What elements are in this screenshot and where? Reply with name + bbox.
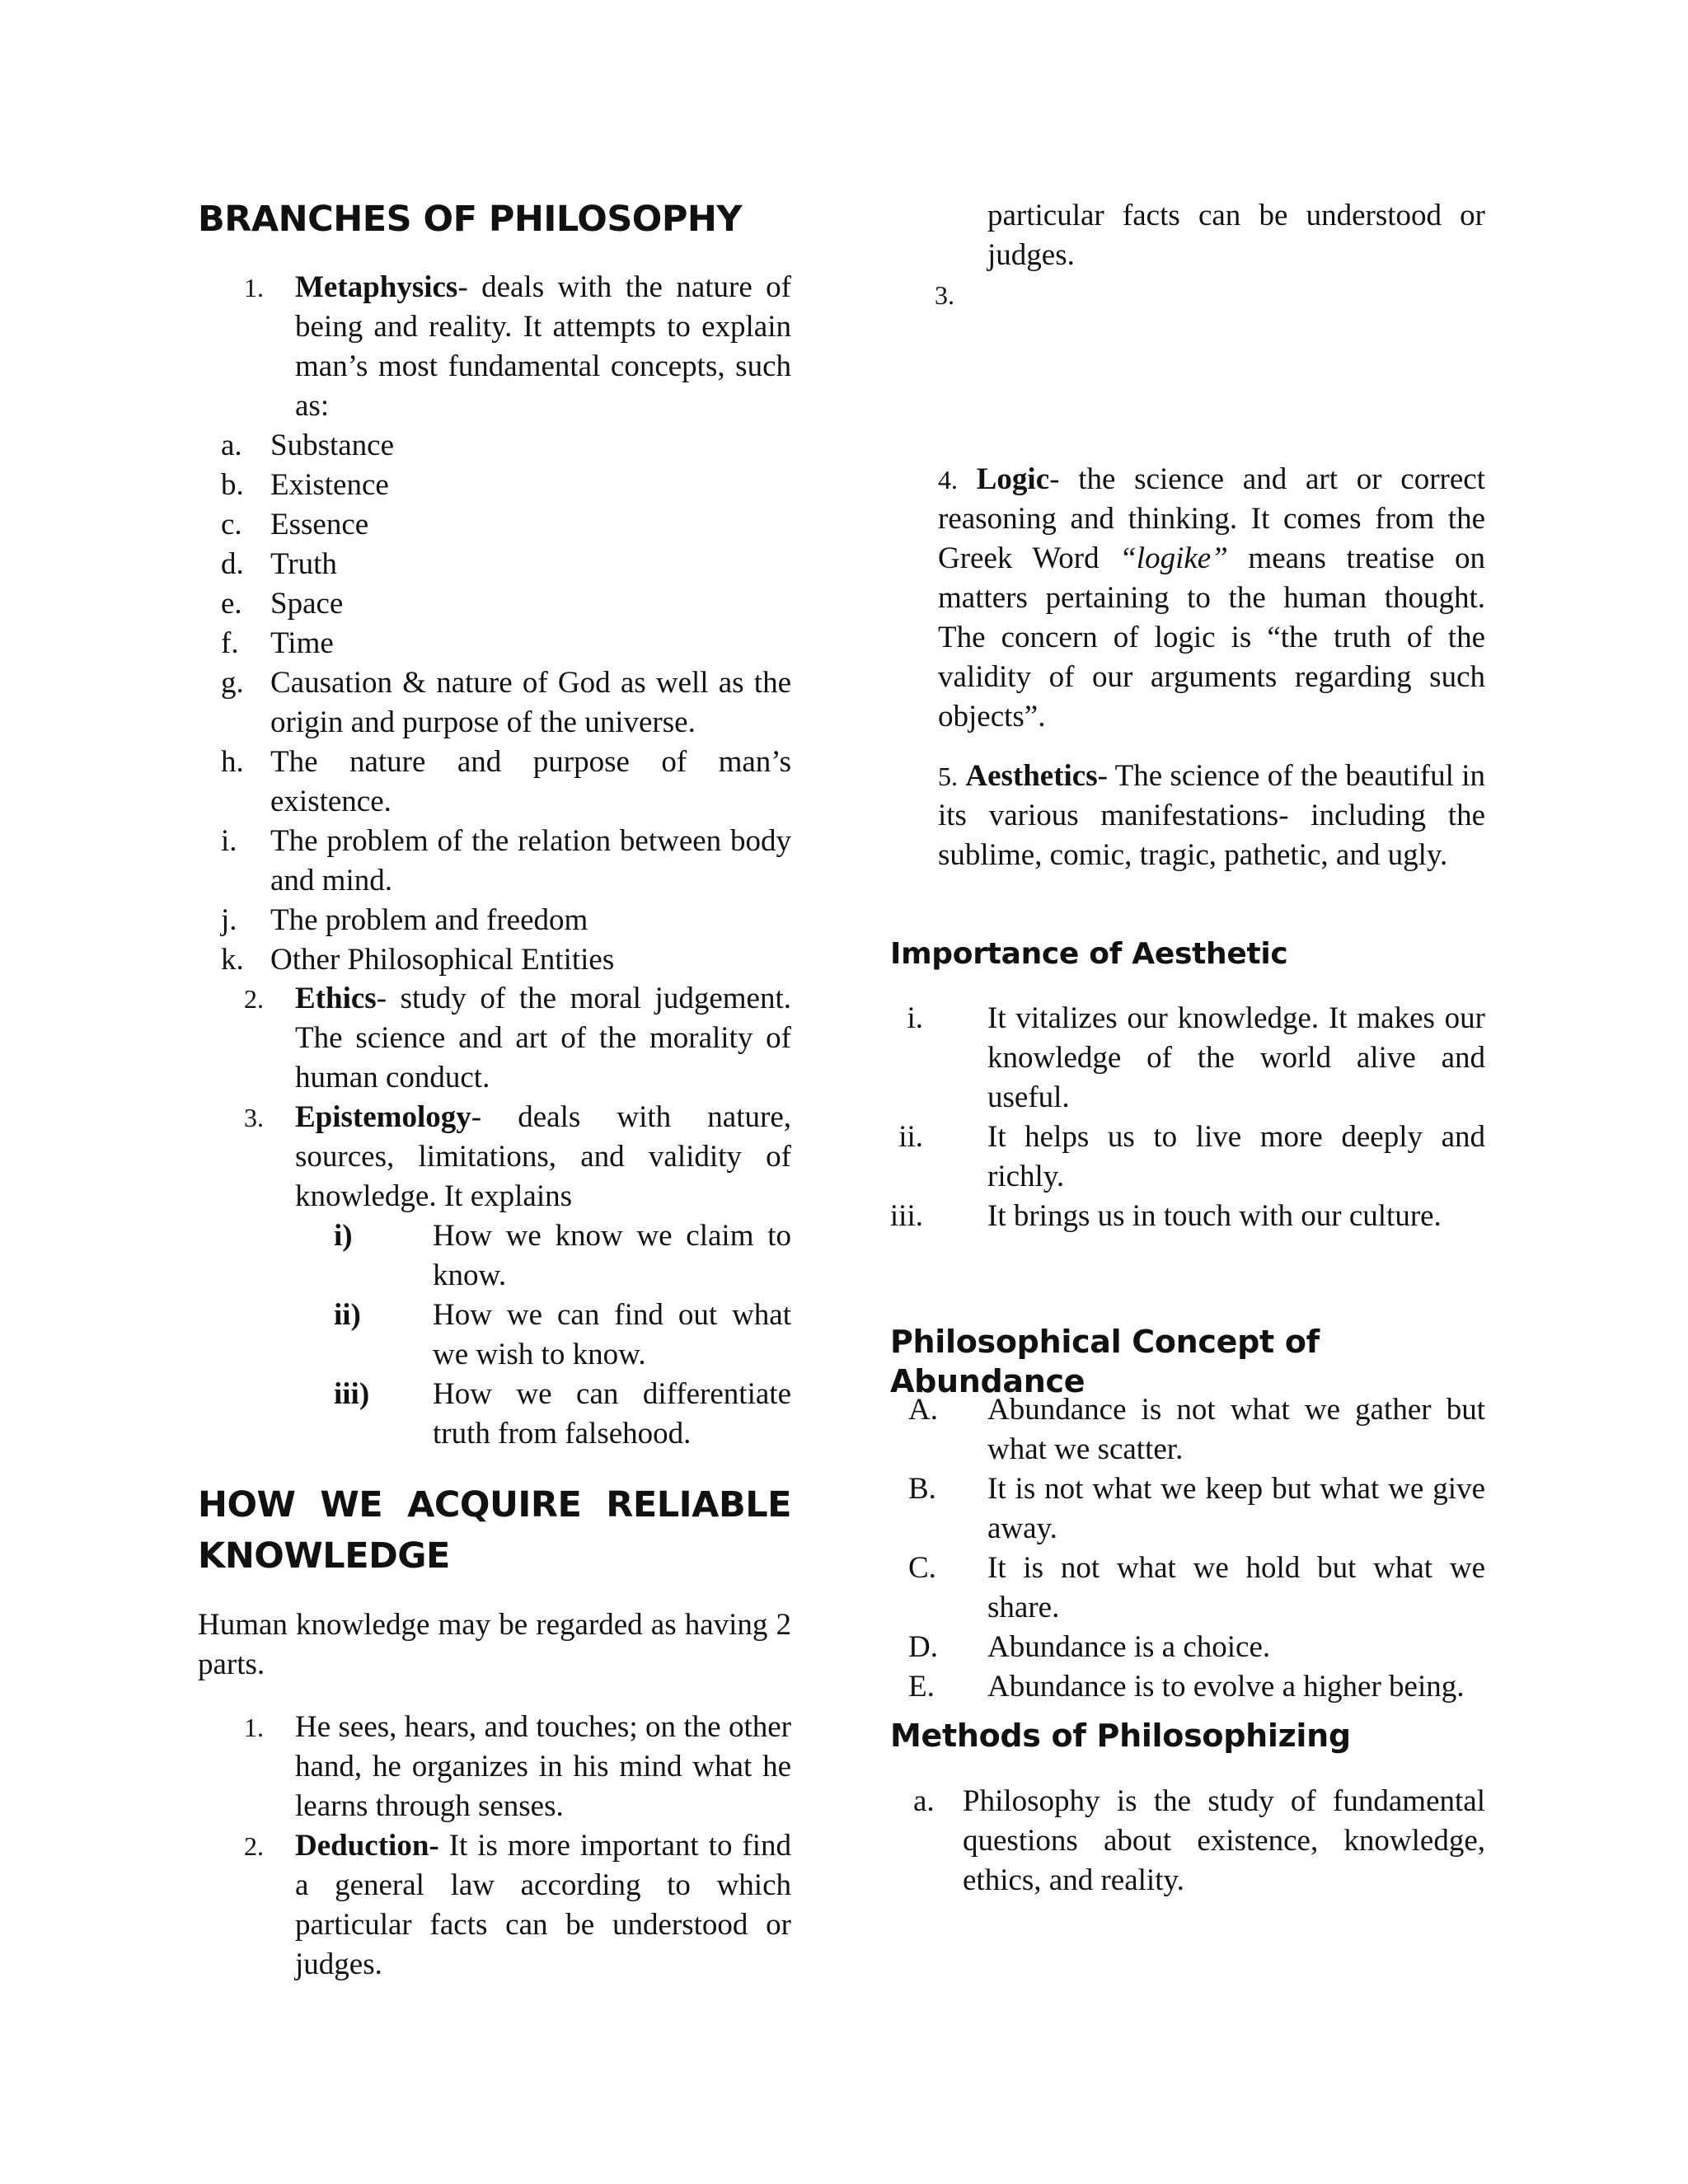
list-text bbox=[295, 1708, 791, 1826]
list-text: Causation & nature of God as well as the origin and purpose of the universe. bbox=[270, 666, 791, 739]
list-text: How we can find out what we wish to know. bbox=[433, 1298, 791, 1371]
list-marker: j. bbox=[221, 903, 237, 937]
explains-list bbox=[198, 1216, 791, 1454]
list-text: Philosophy is the study of fundamental questions about existence, knowledge, ethics, and reality. bbox=[963, 1784, 1485, 1897]
list-item bbox=[890, 1782, 1485, 1900]
list-item bbox=[198, 822, 791, 901]
list-marker: b. bbox=[221, 468, 244, 502]
list-text: It vitalizes our knowledge. It makes our knowledge of the world alive and useful. bbox=[987, 1001, 1485, 1114]
list-text: The nature and purpose of man’s existence. bbox=[270, 745, 791, 818]
list-item bbox=[198, 466, 791, 505]
aesthetics-number: 5. bbox=[938, 762, 958, 791]
list-marker: h. bbox=[221, 745, 244, 779]
logic-greek-word: “logike” bbox=[1119, 541, 1228, 575]
list-text: It is not what we keep but what we give away. bbox=[987, 1472, 1485, 1545]
knowledge-intro: Human knowledge may be regarded as having 2 parts. bbox=[198, 1608, 791, 1681]
list-marker: E. bbox=[908, 1670, 935, 1704]
list-text: Existence bbox=[270, 468, 389, 502]
list-item bbox=[198, 1826, 791, 1981]
branch-description: - study of the moral judgement. The science and art of the morality of human conduct. bbox=[295, 982, 791, 1094]
importance-list bbox=[890, 999, 1485, 1236]
branches-title: BRANCHES OF PHILOSOPHY bbox=[198, 199, 742, 240]
branch-text bbox=[295, 1098, 791, 1216]
list-marker: i. bbox=[221, 824, 237, 858]
part-description: It is more important to find a general law according to which particular facts can be understood or judges. bbox=[295, 1829, 791, 1981]
list-marker: c. bbox=[221, 508, 242, 541]
list-text: Substance bbox=[270, 429, 395, 462]
branch-text bbox=[295, 979, 791, 1098]
list-marker: e. bbox=[221, 587, 242, 621]
part-term: Deduction- bbox=[295, 1829, 439, 1863]
concept-list bbox=[198, 426, 791, 980]
list-item bbox=[890, 1118, 1485, 1197]
abundance-heading: Philosophical Concept of Abundance bbox=[890, 1324, 1320, 1399]
list-marker: B. bbox=[908, 1472, 936, 1506]
list-item bbox=[198, 940, 791, 980]
list-item bbox=[198, 505, 791, 545]
list-text: Space bbox=[270, 587, 344, 621]
branch-term: Epistemology bbox=[295, 1100, 471, 1134]
list-item bbox=[890, 1549, 1485, 1628]
list-text: Other Philosophical Entities bbox=[270, 943, 615, 977]
list-item bbox=[198, 426, 791, 466]
list-text bbox=[295, 1826, 791, 1985]
list-text: It is not what we hold but what we share. bbox=[987, 1551, 1485, 1624]
list-item bbox=[198, 1375, 791, 1454]
list-text: Abundance is a choice. bbox=[987, 1630, 1271, 1664]
list-item bbox=[198, 1216, 791, 1296]
list-marker: C. bbox=[908, 1551, 936, 1585]
list-item bbox=[198, 663, 791, 743]
branch-number: 1. bbox=[244, 273, 264, 302]
list-marker: i) bbox=[334, 1219, 353, 1253]
branch-description: - deals with the nature of being and reality. It attempts to explain man’s most fundamental concepts, such as: bbox=[295, 270, 791, 423]
list-marker: i. bbox=[907, 1001, 923, 1035]
list-text: Abundance is to evolve a higher being. bbox=[987, 1670, 1465, 1704]
list-item bbox=[890, 999, 1485, 1118]
aesthetics-term: Aesthetics bbox=[965, 759, 1098, 793]
list-marker: 1. bbox=[244, 1713, 264, 1742]
list-marker: A. bbox=[908, 1393, 938, 1427]
list-item bbox=[890, 1667, 1485, 1707]
list-marker: D. bbox=[908, 1630, 938, 1664]
branch-ethics bbox=[198, 979, 791, 1098]
list-marker: a. bbox=[913, 1784, 935, 1818]
acquire-title-line2: KNOWLEDGE bbox=[198, 1535, 450, 1577]
branch-term: Ethics bbox=[295, 982, 377, 1015]
list-item bbox=[890, 1628, 1485, 1667]
list-text: How we can differentiate truth from falsehood. bbox=[433, 1377, 791, 1451]
list-marker: f. bbox=[221, 626, 239, 660]
list-marker: 2. bbox=[244, 1831, 264, 1861]
list-item bbox=[198, 624, 791, 663]
aesthetics-description: - The science of the beautiful in its various manifestations- including the sublime, comic, tragic, pathetic, and ugly. bbox=[938, 759, 1486, 872]
list-item bbox=[198, 1296, 791, 1375]
list-item bbox=[198, 743, 791, 822]
list-item bbox=[890, 1469, 1485, 1549]
branch-epistemology bbox=[198, 1098, 791, 1216]
methods-list bbox=[890, 1782, 1485, 1900]
branch-number: 2. bbox=[244, 984, 264, 1014]
empty-item-number: 3. bbox=[935, 280, 954, 310]
logic-term: Logic bbox=[976, 462, 1050, 496]
branch-term: Metaphysics bbox=[295, 270, 458, 304]
list-text: Truth bbox=[270, 547, 337, 581]
list-marker: a. bbox=[221, 429, 242, 462]
list-item bbox=[890, 1197, 1485, 1236]
branch-text bbox=[295, 268, 791, 426]
list-marker: ii. bbox=[898, 1120, 923, 1154]
branch-metaphysics bbox=[198, 268, 791, 426]
list-text: Abundance is not what we gather but what we scatter. bbox=[987, 1393, 1485, 1466]
logic-paragraph bbox=[938, 460, 1485, 737]
list-marker: g. bbox=[221, 666, 244, 700]
list-item bbox=[198, 584, 791, 624]
list-text: It helps us to live more deeply and richly. bbox=[987, 1120, 1485, 1193]
list-text: It brings us in touch with our culture. bbox=[987, 1199, 1442, 1233]
list-item bbox=[198, 545, 791, 584]
list-marker: iii) bbox=[334, 1377, 370, 1411]
logic-text-a: - the science and art or correct reasoning and thinking. It comes from the Greek Word bbox=[938, 462, 1485, 575]
list-item bbox=[890, 1390, 1485, 1469]
continued-line-1: particular facts can be understood or bbox=[987, 199, 1485, 232]
list-marker: ii) bbox=[334, 1298, 361, 1332]
list-text: How we know we claim to know. bbox=[433, 1219, 791, 1292]
aesthetics-paragraph bbox=[938, 757, 1485, 875]
list-marker: d. bbox=[221, 547, 244, 581]
logic-number: 4. bbox=[938, 465, 958, 494]
list-text: The problem and freedom bbox=[270, 903, 588, 937]
list-item bbox=[198, 1708, 791, 1826]
list-marker: iii. bbox=[889, 1199, 923, 1233]
list-text: Essence bbox=[270, 508, 369, 541]
logic-text-b: means treatise on matters pertaining to the human thought. The concern of logic is “the truth of the validity of our arguments regarding such objects”. bbox=[938, 541, 1485, 733]
branch-number: 3. bbox=[244, 1103, 264, 1132]
parts-list bbox=[198, 1708, 791, 1981]
branch-description: - deals with nature, sources, limitations, and validity of knowledge. It explains bbox=[295, 1100, 791, 1213]
abundance-list bbox=[890, 1390, 1485, 1707]
acquire-title-line1: HOW WE ACQUIRE RELIABLE bbox=[198, 1484, 791, 1526]
list-item bbox=[198, 901, 791, 940]
methods-heading: Methods of Philosophizing bbox=[890, 1718, 1351, 1754]
importance-heading: Importance of Aesthetic bbox=[890, 937, 1288, 971]
part-description: He sees, hears, and touches; on the other hand, he organizes in his mind what he learns through senses. bbox=[295, 1710, 791, 1823]
list-text: Time bbox=[270, 626, 334, 660]
list-text: The problem of the relation between body and mind. bbox=[270, 824, 791, 898]
list-marker: k. bbox=[221, 943, 244, 977]
continued-line-2: judges. bbox=[987, 238, 1075, 272]
